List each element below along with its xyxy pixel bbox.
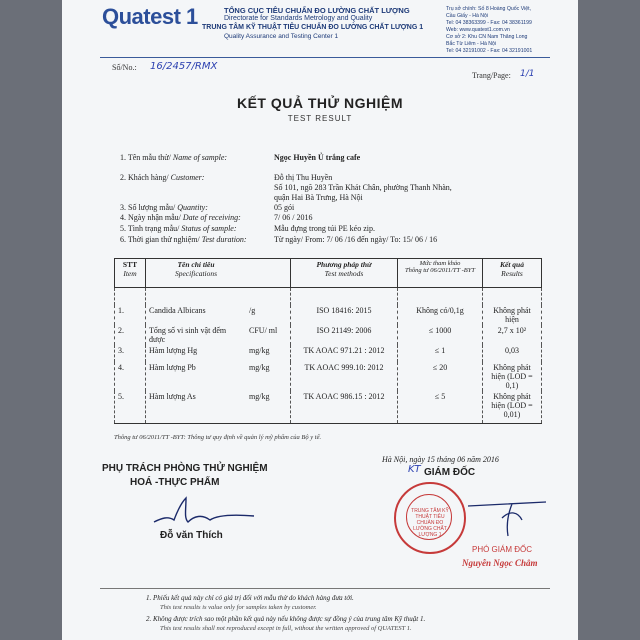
contact-line: Tel: 04 32191002 - Fax: 04 32191001 [446,48,533,54]
note-2-en: This test results shall not reproduced except in full, without the written approved of QUATEST 1. [160,625,412,632]
field-customer-label: 2. Khách hàng/ Customer: [120,173,205,182]
row-reference: ≤ 5 [398,391,483,424]
center-name-en: Quality Assurance and Testing Center 1 [224,33,339,40]
deputy-director-name: Nguyễn Ngọc Châm [462,558,538,568]
signing-date: Hà Nội, ngày 15 tháng 06 năm 2016 [382,455,499,464]
row-unit: /g [246,305,291,325]
field-quantity-value: 05 gói [274,203,295,212]
field-customer-address: quận Hai Bà Trưng, Hà Nội [274,193,363,202]
field-status-value: Mẫu đựng trong túi PE kéo zip. [274,224,375,233]
row-method: TK AOAC 971.21 : 2012 [291,345,398,362]
row-method: ISO 21149: 2006 [291,325,398,345]
row-number: 5. [115,391,146,424]
row-name: Hàm lượng Pb [146,362,247,391]
contact-line: Tel: 04 38363399 - Fax: 04 38361199 [446,20,532,26]
row-method: ISO 18416: 2015 [291,305,398,325]
row-number: 4. [115,362,146,391]
results-table [114,258,542,424]
quatest-logo: Quatest 1 [102,4,198,29]
row-name: Tổng số vi sinh vật đếm được [146,325,247,345]
contact-line: Cầu Giấy - Hà Nội [446,13,489,19]
page-value: 1/1 [520,69,535,79]
header-unit [246,259,291,288]
table-spacer-row [115,288,542,306]
field-sample-name-value: Ngọc Huyền Ủ trắng cafe [274,153,361,162]
header-results: Kết quả Results [483,259,542,288]
field-duration-label: 6. Thời gian thử nghiệm/ Test duration: [120,235,247,244]
table-row [115,305,542,325]
header-item: STT Item [115,259,146,288]
header-divider [100,57,550,58]
deputy-director-role: PHÓ GIÁM ĐỐC [472,545,533,554]
number-label: Số/No.: [112,63,137,72]
row-name: Hàm lượng Hg [146,345,247,362]
left-signatory-department: HOÁ -THỰC PHẨM [130,477,220,488]
row-number: 1. [115,305,146,325]
contact-line: Bắc Từ Liêm - Hà Nội [446,41,497,47]
row-result: 0,03 [483,345,542,362]
row-reference: ≤ 1 [398,345,483,362]
header-test-methods: Phương pháp thử Test methods [291,259,398,288]
note-2: 2. Không được trích sao một phần kết quả này nếu không được sự đồng ý của trung tâm Kỹ thuật 1. [146,615,426,623]
left-signatory-title: PHỤ TRÁCH PHÒNG THỬ NGHIỆM [102,463,268,474]
table-footnote: Thông tư 06/2011/TT -BYT: Thông tư quy định về quản lý mỹ phẩm của Bộ y tế. [114,434,322,441]
agency-name-en: Directorate for Standards Metrology and Quality [224,15,373,22]
row-method: TK AOAC 986.15 : 2012 [291,391,398,424]
field-status-label: 5. Tình trạng mẫu/ Status of sample: [120,224,237,233]
table-row [115,325,542,345]
field-received-label: 4. Ngày nhận mẫu/ Date of receiving: [120,213,241,222]
note-1-en: This test results is value only for samples taken by customer. [160,604,317,611]
page-label: Trang/Page: [472,71,511,80]
director-handwritten-mark: KT [408,464,421,475]
table-header-row [115,259,542,288]
center-name: TRUNG TÂM KỸ THUẬT TIÊU CHUẨN ĐO LƯỜNG CHẤT LƯỢNG 1 [202,24,424,31]
field-duration-value: Từ ngày/ From: 7/ 06 /16 đến ngày/ To: 15/ 06 / 16 [274,235,438,244]
table-row [115,362,542,391]
table-row [115,345,542,362]
field-received-value: 7/ 06 / 2016 [274,213,313,222]
left-signature [150,494,260,530]
field-quantity-label: 3. Số lượng mẫu/ Quantity: [120,203,208,212]
row-result: 2,7 x 10² [483,325,542,345]
field-sample-name-label: 1. Tên mẫu thử/ Name of sample: [120,153,228,162]
agency-name: TỔNG CỤC TIÊU CHUẨN ĐO LƯỜNG CHẤT LƯỢNG [224,6,410,15]
header-specifications: Tên chỉ tiêu Specifications [146,259,247,288]
row-reference: Không có/0,1g [398,305,483,325]
row-number: 3. [115,345,146,362]
row-unit: CFU/ ml [246,325,291,345]
official-seal-stamp: TRUNG TÂM KỸ THUẬT TIÊU CHUẨN ĐO LƯỜNG CHẤT LƯỢNG 1 [394,482,466,554]
field-customer-address: Số 101, ngõ 283 Trần Khát Chân, phường Thanh Nhàn, [274,183,452,192]
right-signature [462,490,552,540]
notes-divider [100,588,550,589]
field-customer-value: Đỗ thị Thu Huyền [274,173,333,182]
document-title: KẾT QUẢ THỬ NGHIỆM [236,95,404,111]
row-name: Candida Albicans [146,305,247,325]
left-signatory-name: Đỗ văn Thích [160,530,223,541]
row-number: 2. [115,325,146,345]
number-value: 16/2457/RMX [150,61,218,72]
row-method: TK AOAC 999.10: 2012 [291,362,398,391]
note-1: 1. Phiếu kết quả này chỉ có giá trị đối với mẫu thử do khách hàng đưa tới. [146,594,354,602]
contact-line: Trụ sở chính: Số 8 Hoàng Quốc Việt, [446,6,532,12]
row-reference: ≤ 20 [398,362,483,391]
contact-line: Cơ sở 2: Khu CN Nam Thăng Long [446,34,528,40]
row-reference: ≤ 1000 [398,325,483,345]
row-result: Không phát hiện [483,305,542,325]
row-result: Không phát hiện (LOD = 0,01) [483,391,542,424]
director-title: GIÁM ĐỐC [424,467,476,478]
row-unit: mg/kg [246,345,291,362]
row-unit: mg/kg [246,362,291,391]
header-reference: Mức tham khảo Thông tư 06/2011/TT -BYT [398,259,483,288]
contact-line: Web: www.quatest1.com.vn [446,27,510,33]
table-row [115,391,542,424]
document-subtitle: TEST RESULT [287,114,353,123]
row-result: Không phát hiện (LOD = 0,1) [483,362,542,391]
row-name: Hàm lượng As [146,391,247,424]
test-result-document [62,0,578,640]
row-unit: mg/kg [246,391,291,424]
